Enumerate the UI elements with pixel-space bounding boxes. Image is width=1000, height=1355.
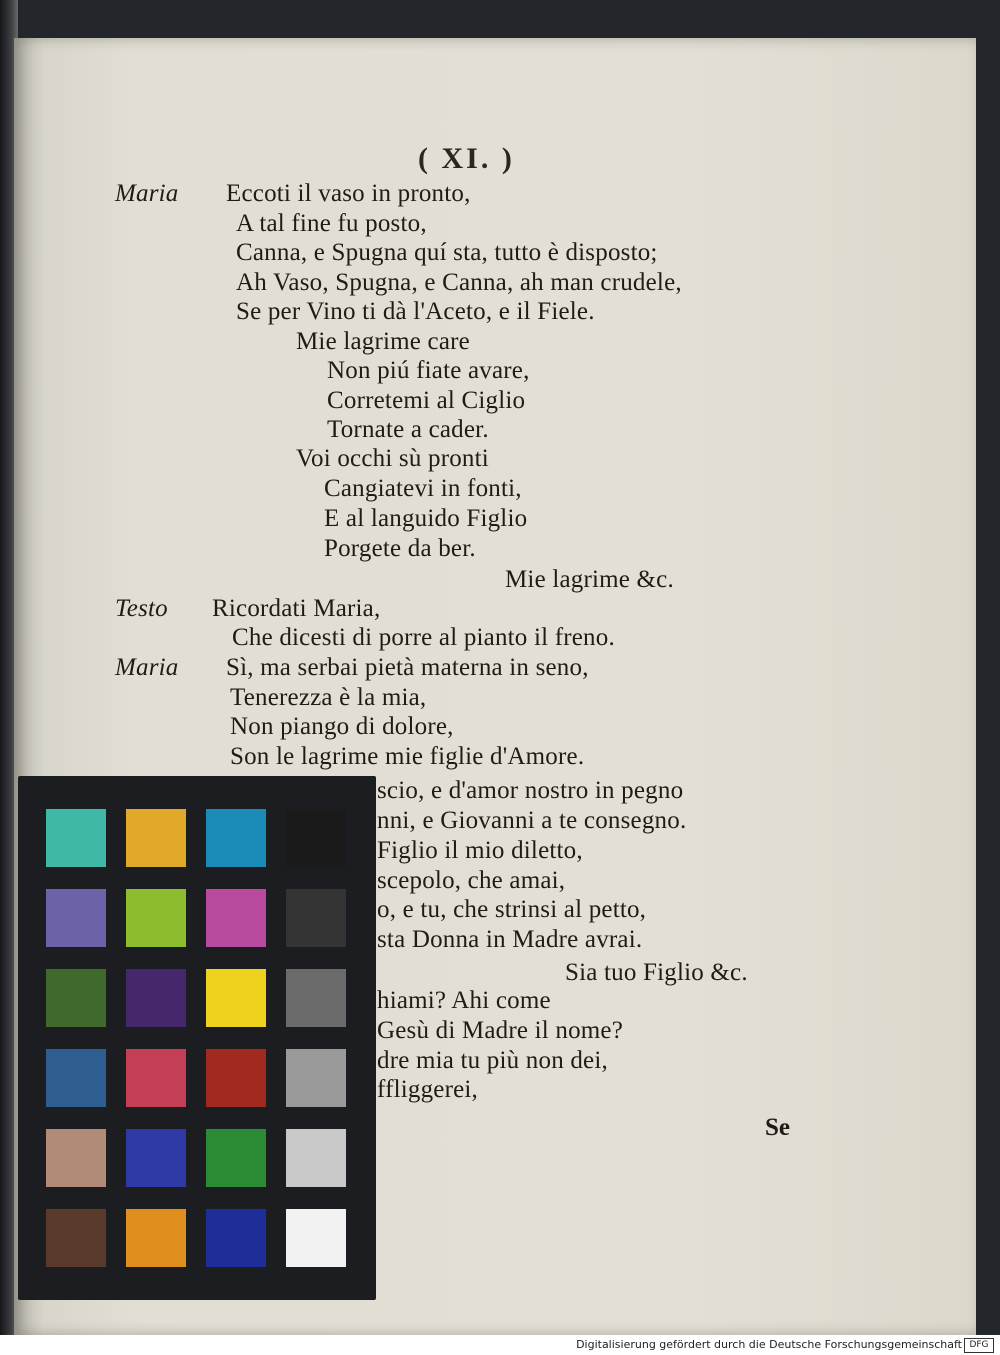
color-patch [126, 1129, 186, 1187]
verse-line: scepolo, che amai, [377, 867, 566, 894]
verse-line: nni, e Giovanni a te consegno. [377, 807, 687, 834]
color-patch [206, 889, 266, 947]
speaker-name: Maria [115, 180, 179, 207]
color-patch [46, 809, 106, 867]
color-patch [206, 969, 266, 1027]
color-patch [126, 1049, 186, 1107]
verse-line: Sì, ma serbai pietà materna in seno, [226, 654, 589, 681]
verse-line: scio, e d'amor nostro in pegno [377, 777, 684, 804]
verse-line: ffliggerei, [377, 1076, 479, 1103]
footer-bar [0, 1335, 1000, 1355]
color-patch [286, 1049, 346, 1107]
color-patch [286, 1209, 346, 1267]
color-patch [46, 1209, 106, 1267]
color-patch [286, 809, 346, 867]
page-number: ( XI. ) [418, 142, 515, 175]
verse-line: Canna, e Spugna quí sta, tutto è disposto; [236, 239, 658, 266]
dfg-logo: DFG [964, 1338, 994, 1353]
verse-line: Voi occhi sù pronti [296, 445, 489, 472]
color-patch [206, 1049, 266, 1107]
verse-line: Gesù di Madre il nome? [377, 1017, 624, 1044]
verse-line: Tenerezza è la mia, [230, 684, 427, 711]
speaker-name: Maria [115, 654, 179, 681]
verse-line: Ricordati Maria, [212, 595, 381, 622]
verse-line: Ah Vaso, Spugna, e Canna, ah man crudele, [236, 269, 682, 296]
color-patch [46, 1129, 106, 1187]
verse-line: Figlio il mio diletto, [377, 837, 583, 864]
verse-line: Mie lagrime &c. [505, 566, 674, 593]
verse-line: Mie lagrime care [296, 328, 470, 355]
verse-line: Son le lagrime mie figlie d'Amore. [230, 743, 585, 770]
color-patch [206, 1129, 266, 1187]
color-patch [126, 809, 186, 867]
color-calibration-chart [18, 776, 376, 1300]
verse-line: Porgete da ber. [324, 535, 476, 562]
verse-line: A tal fine fu posto, [236, 210, 427, 237]
verse-line: E al languido Figlio [324, 505, 528, 532]
verse-line: Sia tuo Figlio &c. [565, 959, 748, 986]
verse-line: Non piango di dolore, [230, 713, 454, 740]
speaker-name: Testo [115, 595, 168, 622]
catchword: Se [765, 1114, 790, 1141]
color-patch [126, 1209, 186, 1267]
color-patch [286, 1129, 346, 1187]
verse-line: Non piú fiate avare, [327, 357, 530, 384]
verse-line: Tornate a cader. [327, 416, 489, 443]
color-patch [126, 969, 186, 1027]
verse-line: Corretemi al Ciglio [327, 387, 526, 414]
color-patch [206, 1209, 266, 1267]
verse-line: hiami? Ahi come [377, 987, 551, 1014]
color-patch [46, 1049, 106, 1107]
funding-credit: Digitalisierung gefördert durch die Deutsche Forschungsgemeinschaft [576, 1338, 962, 1351]
verse-line: o, e tu, che strinsi al petto, [377, 896, 647, 923]
color-patch [286, 969, 346, 1027]
color-patch [126, 889, 186, 947]
verse-line: Cangiatevi in fonti, [324, 475, 522, 502]
color-patch [206, 809, 266, 867]
verse-line: dre mia tu più non dei, [377, 1047, 608, 1074]
verse-line: sta Donna in Madre avrai. [377, 926, 643, 953]
color-patch [46, 969, 106, 1027]
color-patch [46, 889, 106, 947]
verse-line: Se per Vino ti dà l'Aceto, e il Fiele. [236, 298, 595, 325]
color-patch [286, 889, 346, 947]
verse-line: Che dicesti di porre al pianto il freno. [232, 624, 615, 651]
verse-line: Eccoti il vaso in pronto, [226, 180, 471, 207]
